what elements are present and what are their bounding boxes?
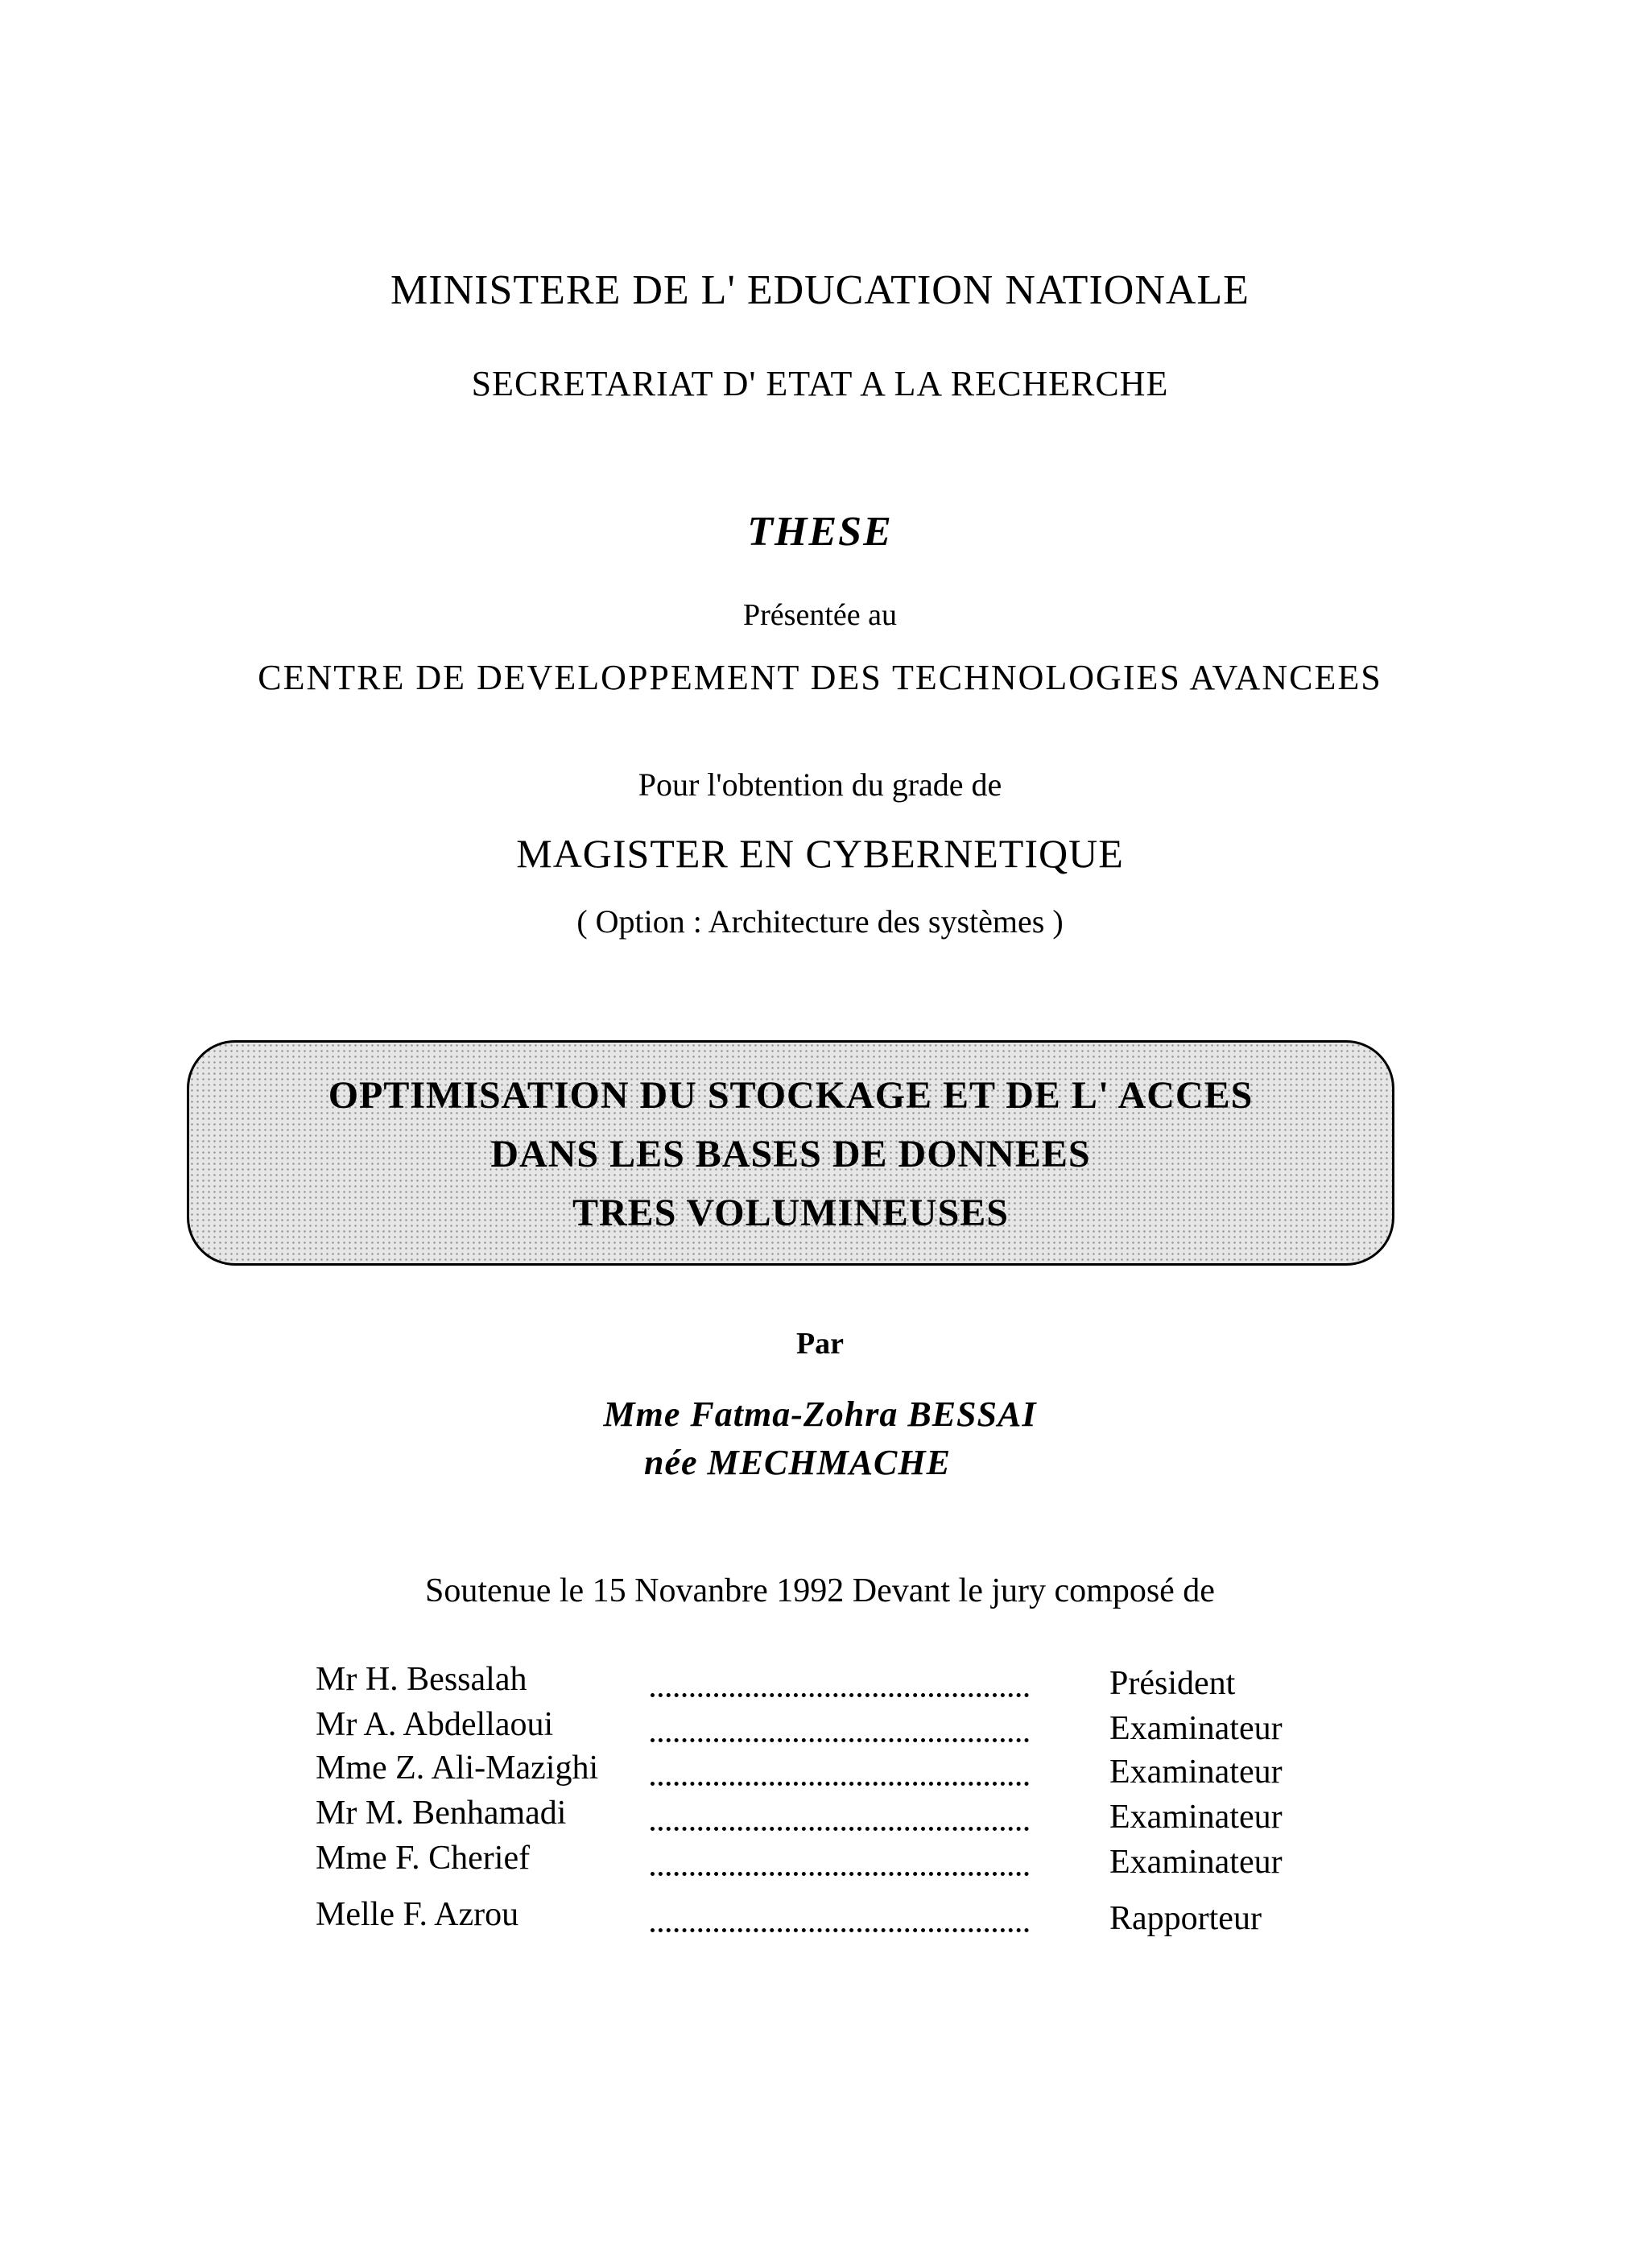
defense-statement: Soutenue le 15 Novanbre 1992 Devant le jury composé de	[425, 1572, 1215, 1609]
jury-row	[0, 1708, 1640, 1753]
jury-row	[0, 1663, 1640, 1708]
thesis-title-box	[187, 1040, 1394, 1266]
jury-member-name: Mr M. Benhamadi	[316, 1795, 567, 1832]
dotted-leader	[651, 1669, 1029, 1697]
thesis-title-line-3: TRES VOLUMINEUSES	[572, 1192, 1009, 1234]
ministry-heading: MINISTERE DE L' EDUCATION NATIONALE	[390, 267, 1250, 313]
centre-name: CENTRE DE DEVELOPPEMENT DES TECHNOLOGIES AVANCEES	[258, 658, 1382, 697]
jury-member-name: Mme F. Cherief	[316, 1840, 531, 1877]
jury-row	[0, 1898, 1640, 1943]
dotted-leader	[651, 1904, 1029, 1932]
author-maiden-name: née MECHMACHE	[644, 1443, 951, 1482]
author-name: Mme Fatma-Zohra BESSAI	[603, 1394, 1037, 1434]
jury-row	[0, 1841, 1640, 1886]
dotted-leader	[651, 1848, 1029, 1876]
thesis-title-line-1: OPTIMISATION DU STOCKAGE ET DE L' ACCES	[328, 1074, 1254, 1117]
jury-member-role: Examinateur	[1109, 1844, 1283, 1881]
jury-row	[0, 1796, 1640, 1841]
jury-member-role: Examinateur	[1109, 1754, 1283, 1791]
dotted-leader	[651, 1758, 1029, 1786]
jury-member-role: Rapporteur	[1109, 1900, 1262, 1937]
degree-title: MAGISTER EN CYBERNETIQUE	[516, 831, 1124, 876]
jury-row	[0, 1751, 1640, 1796]
obtention-text: Pour l'obtention du grade de	[638, 766, 1002, 803]
dotted-leader	[651, 1803, 1029, 1831]
secretariat-heading: SECRETARIAT D' ETAT A LA RECHERCHE	[471, 364, 1169, 403]
jury-member-name: Mr A. Abdellaoui	[316, 1706, 554, 1743]
presented-to-text: Présentée au	[743, 598, 897, 632]
jury-member-role: Président	[1109, 1665, 1236, 1702]
thesis-label: THESE	[747, 509, 893, 555]
dotted-leader	[651, 1714, 1029, 1742]
jury-member-name: Mr H. Bessalah	[316, 1661, 527, 1698]
jury-member-role: Examinateur	[1109, 1710, 1283, 1747]
jury-member-name: Mme Z. Ali-Mazighi	[316, 1750, 599, 1787]
thesis-title-line-2: DANS LES BASES DE DONNEES	[490, 1133, 1091, 1175]
by-label: Par	[795, 1327, 845, 1361]
option-text: ( Option : Architecture des systèmes )	[576, 903, 1064, 940]
jury-member-name: Melle F. Azrou	[316, 1896, 519, 1933]
jury-member-role: Examinateur	[1109, 1799, 1283, 1836]
